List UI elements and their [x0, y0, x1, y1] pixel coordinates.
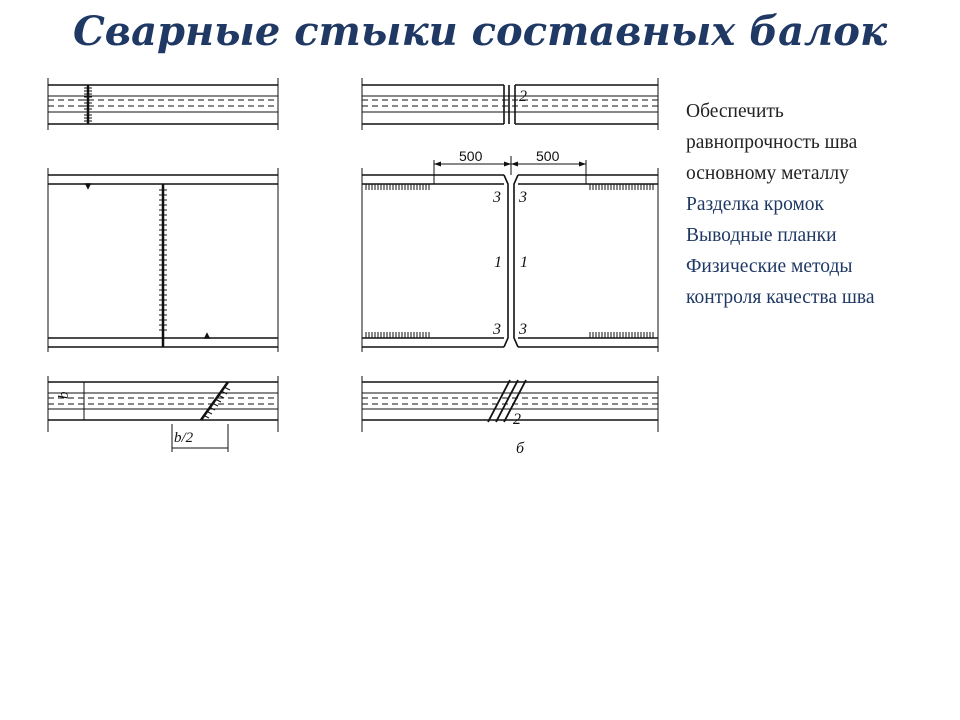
label-3-bottom-left: 3 [493, 321, 501, 338]
welded-joints-drawing [0, 60, 680, 480]
right-inclined-seam-plan [362, 376, 658, 432]
label-b-half: b/2 [174, 430, 194, 446]
label-1-right: 1 [520, 254, 528, 271]
bullet-line: основному металлу [686, 163, 849, 184]
left-inclined-seam-plan [48, 376, 278, 452]
right-flange-plan [362, 78, 658, 130]
right-flange-weld-hatch [366, 184, 653, 338]
bullet-line: Разделка кромок [686, 194, 825, 215]
caption-b: б [516, 440, 525, 457]
label-b: b [56, 391, 72, 399]
bullet-line: Выводные планки [686, 225, 837, 246]
bullet-line: равнопрочность шва [686, 132, 858, 153]
bullet-line: Физические методы [686, 256, 853, 277]
bullet-line: контроля качества шва [686, 287, 875, 308]
label-1-left: 1 [494, 254, 502, 271]
bullet-line: Обеспечить [686, 101, 784, 122]
label-3-top-right: 3 [519, 189, 527, 206]
dimension-right: 500 [536, 148, 560, 164]
label-2-bottom: 2 [513, 411, 521, 428]
label-3-top-left: 3 [493, 189, 501, 206]
left-flange-plan [48, 78, 278, 130]
dimension-left: 500 [459, 148, 483, 164]
label-3-bottom-right: 3 [519, 321, 527, 338]
bullet-list [686, 96, 958, 313]
label-2-top: 2 [519, 88, 527, 105]
page-title: Сварные стыки составных балок [72, 8, 888, 55]
